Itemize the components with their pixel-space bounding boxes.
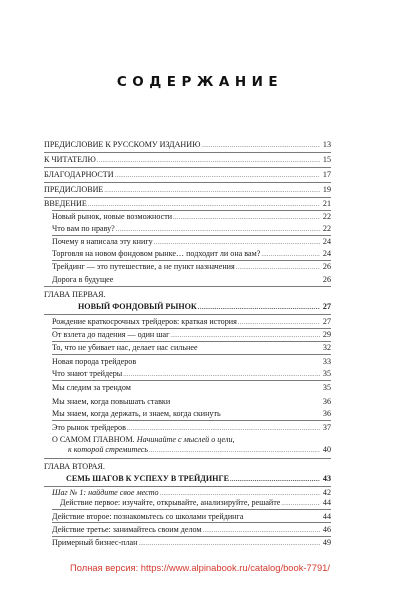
toc-page-number: 24 xyxy=(322,237,331,246)
toc-entry-label: Дорога в будущее xyxy=(52,275,114,284)
toc-subentry[interactable] xyxy=(52,224,331,235)
toc-page-number: 35 xyxy=(322,369,331,378)
toc-page-number: 13 xyxy=(322,140,331,149)
toc-entry-label: Трейдинг — это путешествие, а не пункт назначения xyxy=(52,262,235,271)
toc-page-number: 24 xyxy=(322,249,331,258)
toc-entry-label: ВВЕДЕНИЕ xyxy=(44,199,87,208)
toc-page-number: 27 xyxy=(322,302,331,311)
toc-page-number: 15 xyxy=(322,155,331,164)
dot-leader xyxy=(138,539,320,549)
toc-page-number: 33 xyxy=(322,357,331,366)
toc-subentry[interactable] xyxy=(52,383,331,394)
dot-leader xyxy=(170,331,320,341)
toc-entry-label: Действие третье: занимайтесь своим делом xyxy=(52,525,202,534)
toc-entry-label: Мы знаем, когда держать, и знаем, когда скинуть xyxy=(52,409,221,418)
dot-leader xyxy=(123,370,320,380)
toc-subentry[interactable] xyxy=(52,343,331,354)
toc-subentry[interactable] xyxy=(52,423,331,434)
toc-subentry[interactable] xyxy=(60,498,331,509)
divider xyxy=(44,314,331,315)
toc-entry-label: Шаг № 1: найдите свое место xyxy=(52,488,159,497)
summary-subtitle: Начинайте с мыслей о цели, xyxy=(136,435,235,444)
toc-entry-label: ПРЕДИСЛОВИЕ xyxy=(44,185,104,194)
toc-entry-label: Что знают трейдеры xyxy=(52,369,123,378)
toc-entry-label: То, что не убивает нас, делает нас сильнее xyxy=(52,343,198,352)
toc-entry-label: Действие первое: изучайте, открывайте, анализируйте, решайте xyxy=(60,498,281,507)
divider xyxy=(44,182,331,183)
toc-subentry[interactable] xyxy=(52,330,331,341)
toc-chapter-title-2[interactable] xyxy=(66,474,331,485)
dot-leader xyxy=(149,446,320,456)
toc-page-number: 49 xyxy=(322,538,331,547)
divider xyxy=(44,286,331,287)
toc-page-number: 36 xyxy=(322,397,331,406)
dot-leader xyxy=(88,200,320,210)
divider xyxy=(52,341,331,342)
toc-entry-label: Примерный бизнес-план xyxy=(52,538,138,547)
dot-leader xyxy=(104,186,320,196)
toc-subentry[interactable] xyxy=(52,317,331,328)
chapter-title: НОВЫЙ ФОНДОВЫЙ РЫНОК xyxy=(78,302,197,311)
toc-entry-label: Что вам по нраву? xyxy=(52,224,115,233)
toc-subentry[interactable] xyxy=(52,397,331,408)
toc-page-number: 46 xyxy=(322,525,331,534)
divider xyxy=(52,536,331,537)
dot-leader xyxy=(261,250,320,260)
full-version-link[interactable]: Полная версия: https://www.alpinabook.ru/catalog/book-7791/ xyxy=(70,562,330,573)
dot-leader xyxy=(116,225,320,235)
divider xyxy=(52,328,331,329)
toc-page-number: 17 xyxy=(322,170,331,179)
toc-page-number: 37 xyxy=(322,423,331,432)
summary-label: О САМОМ ГЛАВНОМ. xyxy=(52,435,135,444)
toc-entry-label: Рождение краткосрочных трейдеров: краткая история xyxy=(52,317,237,326)
toc-subentry[interactable] xyxy=(52,275,331,286)
divider xyxy=(44,486,331,487)
toc-page-number: 44 xyxy=(322,498,331,507)
toc-entry-introduction[interactable] xyxy=(44,199,331,210)
toc-subentry[interactable] xyxy=(52,212,331,223)
toc-title: СОДЕРЖАНИЕ xyxy=(116,74,284,90)
divider xyxy=(52,354,331,355)
toc-page-number: 22 xyxy=(322,224,331,233)
toc-subentry[interactable] xyxy=(52,262,331,273)
dot-leader xyxy=(127,424,320,434)
toc-entry-label: К ЧИТАТЕЛЮ xyxy=(44,155,96,164)
toc-subentry[interactable] xyxy=(52,249,331,260)
dot-leader xyxy=(115,171,320,181)
toc-entry-to-reader[interactable] xyxy=(44,155,331,166)
toc-page-number: 19 xyxy=(322,185,331,194)
toc-page-number: 29 xyxy=(322,330,331,339)
toc-entry-preface-russian[interactable] xyxy=(44,140,331,151)
toc-page-number: 36 xyxy=(322,409,331,418)
toc-subentry[interactable] xyxy=(52,369,331,380)
toc-subentry[interactable] xyxy=(52,237,331,248)
divider xyxy=(44,197,331,198)
divider xyxy=(52,380,331,381)
toc-entry-label: БЛАГОДАРНОСТИ xyxy=(44,170,114,179)
toc-entry-acknowledgements[interactable] xyxy=(44,170,331,181)
toc-entry-label: Почему я написала эту книгу xyxy=(52,237,153,246)
chapter-heading: ГЛАВА ВТОРАЯ. xyxy=(44,462,105,471)
chapter-title: СЕМЬ ШАГОВ К УСПЕХУ В ТРЕЙДИНГЕ xyxy=(66,474,230,483)
toc-page-number: 43 xyxy=(322,474,331,483)
toc-page-number: 26 xyxy=(322,275,331,284)
toc-page-number: 21 xyxy=(322,199,331,208)
toc-entry-preface[interactable] xyxy=(44,185,331,196)
dot-leader xyxy=(238,318,320,328)
divider xyxy=(52,235,331,236)
toc-page-number: 22 xyxy=(322,212,331,221)
toc-subentry[interactable] xyxy=(52,538,331,549)
toc-entry-label: Новый рынок, новые возможности xyxy=(52,212,173,221)
toc-chapter-title-1[interactable] xyxy=(78,302,331,313)
toc-entry-label: Торговля на новом фондовом рынке… подходит ли она вам? xyxy=(52,249,261,258)
toc-chapter-summary[interactable] xyxy=(52,435,331,456)
divider xyxy=(44,458,331,459)
toc-page-number: 40 xyxy=(322,445,331,454)
toc-subentry[interactable] xyxy=(52,525,331,536)
toc-entry-label: От взлета до падения — один шаг xyxy=(52,330,170,339)
dot-leader xyxy=(236,263,320,273)
toc-page-number: 44 xyxy=(322,512,331,521)
toc-page-number: 26 xyxy=(322,262,331,271)
toc-page-number: 42 xyxy=(322,488,331,497)
dot-leader xyxy=(281,499,320,509)
toc-page-number: 32 xyxy=(322,343,331,352)
toc-entry-label: Мы знаем, когда повышать ставки xyxy=(52,397,171,406)
divider xyxy=(52,509,331,510)
dot-leader xyxy=(154,238,320,248)
dot-leader xyxy=(230,475,320,485)
summary-subtitle-cont: к которой стремитесь xyxy=(68,445,149,454)
dot-leader xyxy=(201,141,320,151)
toc-entry-label: ПРЕДИСЛОВИЕ К РУССКОМУ ИЗДАНИЮ xyxy=(44,140,201,149)
toc-entry-label: Мы следим за трендом xyxy=(52,383,131,392)
toc-subentry[interactable] xyxy=(52,357,331,368)
toc-page-number: 27 xyxy=(322,317,331,326)
toc-page-number: 35 xyxy=(322,383,331,392)
divider xyxy=(44,167,331,168)
chapter-heading: ГЛАВА ПЕРВАЯ. xyxy=(44,290,106,299)
divider xyxy=(52,210,331,211)
toc-entry-label: Это рынок трейдеров xyxy=(52,423,126,432)
divider xyxy=(52,260,331,261)
dot-leader xyxy=(97,156,320,166)
toc-subentry[interactable] xyxy=(52,409,331,420)
dot-leader xyxy=(203,526,320,536)
toc-entry-label: Новая порода трейдеров xyxy=(52,357,137,366)
dot-leader xyxy=(198,303,320,313)
divider xyxy=(52,522,331,523)
dot-leader xyxy=(173,213,320,223)
toc-entry-label: Действие второе: познакомьтесь со школами трейдинга xyxy=(52,512,244,521)
divider xyxy=(44,152,331,153)
divider xyxy=(52,420,331,421)
